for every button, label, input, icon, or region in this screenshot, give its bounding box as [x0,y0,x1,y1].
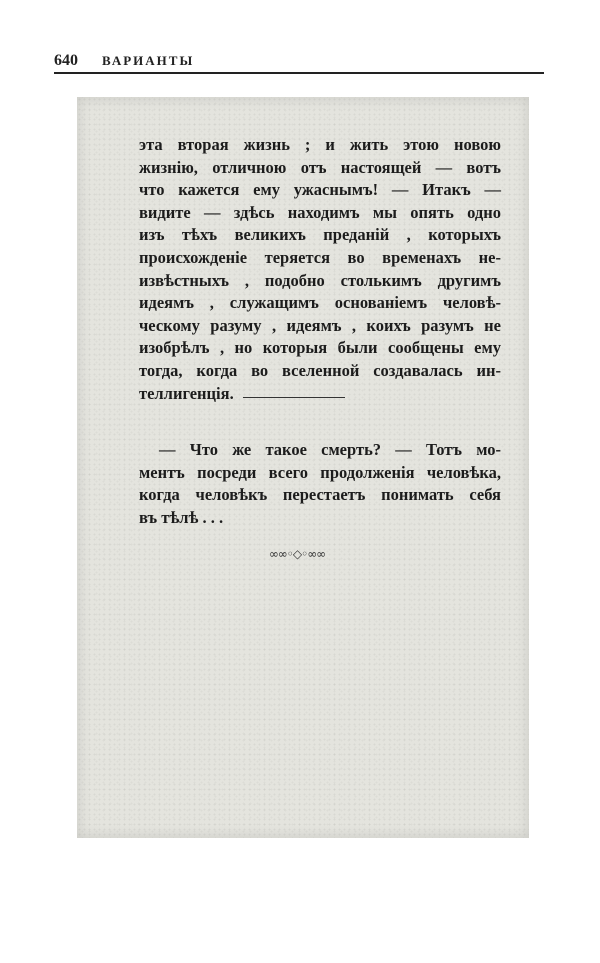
running-title: ВАРИАНТЫ [102,53,195,68]
text-line: ментъ посреди всего продолженія человѣка, [139,462,501,482]
header-rule [54,72,544,74]
body-text [139,134,501,530]
text-line: что кажется ему ужаснымъ! — Итакъ — [139,180,501,200]
text-line: эта вторая жизнь ; и жить этою новою [139,135,501,154]
text-line: изобрѣлъ , но которыя были сообщены ему [139,338,501,358]
text-line: идеямъ , служащимъ основаніемъ человѣ- [139,293,501,313]
text-line: ческому разуму , идеямъ , коихъ разумъ не [139,315,501,335]
section-separator-rule [243,397,345,398]
text-line: теллигенція. [139,383,234,403]
text-line: когда человѣкъ перестаетъ понимать себя [139,485,501,505]
text-line: извѣстныхъ , подобно столькимъ другимъ [139,270,501,290]
text-line: въ тѣлѣ . . . [139,507,224,527]
page-header [54,48,544,76]
ornament-divider: ∞∞◦◇◦∞∞ [268,547,326,561]
text-line: жизнію, отличною отъ настоящей — вотъ [139,157,501,177]
page-number: 640 [54,52,78,69]
paragraph-1 [139,134,501,405]
paragraph-2 [139,439,501,529]
text-line: видите — здѣсь находимъ мы опять одно [139,202,501,222]
text-line: происхожденіе теряется во временахъ не- [139,247,501,267]
text-line: изъ тѣхъ великихъ преданій , которыхъ [139,225,501,245]
scanned-page-image [77,97,529,838]
text-line: — Что же такое смерть? — Тотъ мо- [159,440,501,460]
text-line: тогда, когда во вселенной создавалась ин- [139,360,501,380]
